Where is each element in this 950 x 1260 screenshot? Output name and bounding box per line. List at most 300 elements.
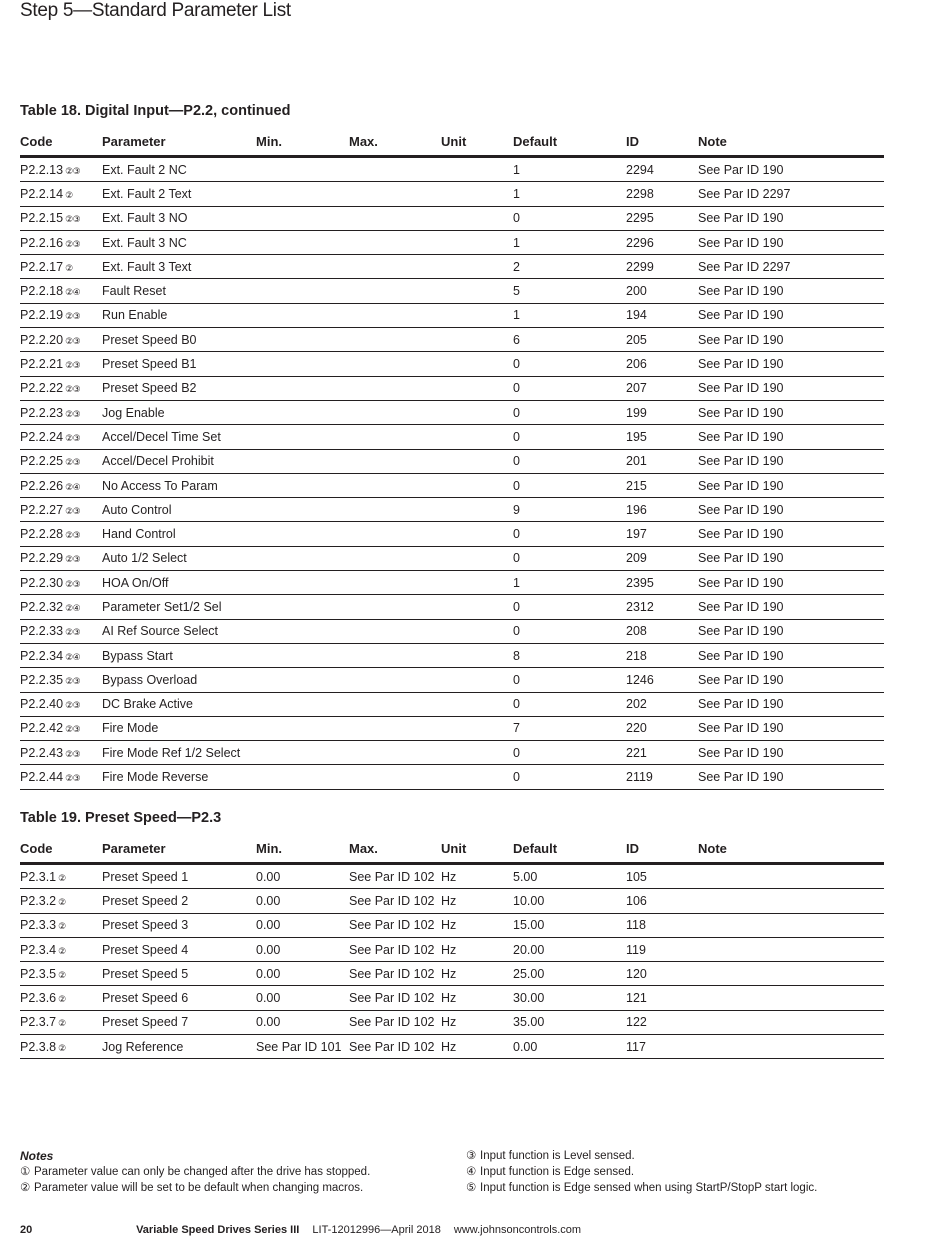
table-row: [20, 328, 884, 352]
note-cell: [698, 889, 884, 913]
max-cell: [349, 546, 441, 570]
note-mark: ①: [20, 1166, 31, 1178]
unit-cell: [441, 400, 513, 424]
default-cell: 0.00: [513, 1035, 626, 1059]
unit-cell: [441, 376, 513, 400]
table-row: [20, 352, 884, 376]
code-cell: [20, 303, 102, 327]
id-cell: 209: [626, 546, 698, 570]
code-text: P2.2.30: [20, 575, 64, 590]
code-text: P2.3.5: [20, 966, 57, 981]
max-cell: [349, 206, 441, 230]
unit-cell: [441, 182, 513, 206]
note-cell: See Par ID 190: [698, 643, 884, 667]
table-row: [20, 889, 884, 913]
min-cell: [256, 182, 349, 206]
note-cell: See Par ID 190: [698, 279, 884, 303]
unit-cell: [441, 303, 513, 327]
parameter-cell: HOA On/Off: [102, 571, 256, 595]
table-row: [20, 449, 884, 473]
default-cell: 25.00: [513, 962, 626, 986]
unit-cell: [441, 716, 513, 740]
note-cell: [698, 1010, 884, 1034]
id-cell: 122: [626, 1010, 698, 1034]
parameter-cell: Preset Speed 4: [102, 937, 256, 961]
parameter-cell: Fire Mode Ref 1/2 Select: [102, 741, 256, 765]
note-item: [466, 1180, 926, 1196]
column-header: Unit: [441, 121, 513, 157]
note-cell: See Par ID 190: [698, 595, 884, 619]
default-cell: 7: [513, 716, 626, 740]
parameter-cell: Bypass Overload: [102, 668, 256, 692]
column-header: Parameter: [102, 121, 256, 157]
code-cell: [20, 889, 102, 913]
max-cell: [349, 255, 441, 279]
min-cell: [256, 643, 349, 667]
column-header: Parameter: [102, 828, 256, 864]
id-cell: 199: [626, 400, 698, 424]
unit-cell: [441, 206, 513, 230]
min-cell: [256, 303, 349, 327]
page-footer: [20, 1224, 920, 1236]
code-text: P2.2.28: [20, 527, 64, 542]
max-cell: [349, 279, 441, 303]
page-number: 20: [20, 1224, 33, 1236]
note-cell: See Par ID 190: [698, 716, 884, 740]
min-cell: 0.00: [256, 937, 349, 961]
footnote-marks: ②: [58, 921, 66, 932]
code-text: P2.3.1: [20, 869, 57, 884]
max-cell: See Par ID 102: [349, 937, 441, 961]
note-text: Input function is Edge sensed when using StartP/StopP start logic.: [480, 1182, 818, 1194]
table-row: [20, 303, 884, 327]
id-cell: 119: [626, 937, 698, 961]
column-header: Unit: [441, 828, 513, 864]
min-cell: [256, 157, 349, 182]
min-cell: [256, 716, 349, 740]
id-cell: 220: [626, 716, 698, 740]
id-cell: 2294: [626, 157, 698, 182]
min-cell: [256, 328, 349, 352]
notes-right: [466, 1148, 926, 1196]
note-cell: See Par ID 190: [698, 400, 884, 424]
table-header-row: [20, 121, 884, 157]
table-row: [20, 864, 884, 889]
footnote-marks: ②③: [65, 773, 81, 784]
footnote-marks: ②③: [65, 675, 81, 686]
max-cell: [349, 328, 441, 352]
min-cell: [256, 400, 349, 424]
code-text: P2.2.18: [20, 284, 64, 299]
max-cell: See Par ID 102: [349, 889, 441, 913]
code-text: P2.2.15: [20, 211, 64, 226]
parameter-cell: Ext. Fault 3 NO: [102, 206, 256, 230]
footnote-marks: ②: [58, 1042, 66, 1053]
code-cell: [20, 279, 102, 303]
note-cell: [698, 986, 884, 1010]
column-header: Max.: [349, 828, 441, 864]
unit-cell: [441, 765, 513, 789]
parameter-cell: Preset Speed 3: [102, 913, 256, 937]
max-cell: [349, 498, 441, 522]
code-cell: [20, 643, 102, 667]
default-cell: 15.00: [513, 913, 626, 937]
note-text: Input function is Level sensed.: [480, 1150, 635, 1162]
code-cell: [20, 937, 102, 961]
note-item: [466, 1148, 926, 1164]
parameter-cell: Ext. Fault 3 Text: [102, 255, 256, 279]
note-cell: See Par ID 190: [698, 741, 884, 765]
unit-cell: Hz: [441, 986, 513, 1010]
code-text: P2.2.14: [20, 186, 64, 201]
parameter-cell: Preset Speed 7: [102, 1010, 256, 1034]
default-cell: 1: [513, 157, 626, 182]
table-row: [20, 473, 884, 497]
code-text: P2.2.33: [20, 624, 64, 639]
default-cell: 0: [513, 741, 626, 765]
code-cell: [20, 716, 102, 740]
note-cell: See Par ID 190: [698, 425, 884, 449]
min-cell: 0.00: [256, 864, 349, 889]
code-text: P2.2.40: [20, 697, 64, 712]
min-cell: [256, 255, 349, 279]
unit-cell: Hz: [441, 1010, 513, 1034]
footnote-marks: ②④: [65, 287, 81, 298]
id-cell: 200: [626, 279, 698, 303]
footnote-marks: ②③: [65, 408, 81, 419]
parameter-cell: Accel/Decel Prohibit: [102, 449, 256, 473]
code-cell: [20, 400, 102, 424]
id-cell: 207: [626, 376, 698, 400]
table-row: [20, 230, 884, 254]
code-text: P2.2.16: [20, 235, 64, 250]
default-cell: 5: [513, 279, 626, 303]
footnote-marks: ②③: [65, 360, 81, 371]
default-cell: 0: [513, 449, 626, 473]
note-cell: See Par ID 190: [698, 230, 884, 254]
id-cell: 196: [626, 498, 698, 522]
code-cell: [20, 595, 102, 619]
footnote-marks: ②③: [65, 724, 81, 735]
id-cell: 105: [626, 864, 698, 889]
code-text: P2.2.34: [20, 648, 64, 663]
parameter-cell: Preset Speed B0: [102, 328, 256, 352]
max-cell: [349, 595, 441, 619]
max-cell: [349, 765, 441, 789]
footnote-marks: ②③: [65, 214, 81, 225]
code-text: P2.2.26: [20, 478, 64, 493]
code-text: P2.2.24: [20, 429, 64, 444]
min-cell: 0.00: [256, 913, 349, 937]
table-row: [20, 962, 884, 986]
code-cell: [20, 157, 102, 182]
id-cell: 208: [626, 619, 698, 643]
unit-cell: [441, 157, 513, 182]
table-row: [20, 157, 884, 182]
parameter-cell: Jog Enable: [102, 400, 256, 424]
code-cell: [20, 571, 102, 595]
code-cell: [20, 522, 102, 546]
code-cell: [20, 425, 102, 449]
table-row: [20, 937, 884, 961]
default-cell: 0: [513, 668, 626, 692]
column-header: Min.: [256, 121, 349, 157]
footnote-marks: ②③: [65, 238, 81, 249]
unit-cell: [441, 546, 513, 570]
max-cell: [349, 522, 441, 546]
default-cell: 1: [513, 230, 626, 254]
id-cell: 2119: [626, 765, 698, 789]
id-cell: 2395: [626, 571, 698, 595]
table-row: [20, 279, 884, 303]
unit-cell: Hz: [441, 864, 513, 889]
unit-cell: [441, 449, 513, 473]
id-cell: 121: [626, 986, 698, 1010]
min-cell: [256, 230, 349, 254]
footnote-marks: ②④: [65, 651, 81, 662]
unit-cell: Hz: [441, 1035, 513, 1059]
footnote-marks: ②③: [65, 432, 81, 443]
max-cell: [349, 376, 441, 400]
parameter-table: [20, 121, 884, 790]
parameter-cell: Ext. Fault 2 NC: [102, 157, 256, 182]
parameter-cell: Ext. Fault 3 NC: [102, 230, 256, 254]
column-header: Max.: [349, 121, 441, 157]
note-cell: See Par ID 190: [698, 449, 884, 473]
code-text: P2.2.17: [20, 259, 64, 274]
code-cell: [20, 741, 102, 765]
max-cell: See Par ID 102: [349, 864, 441, 889]
max-cell: [349, 619, 441, 643]
max-cell: See Par ID 102: [349, 1010, 441, 1034]
default-cell: 6: [513, 328, 626, 352]
code-cell: [20, 206, 102, 230]
table-row: [20, 1035, 884, 1059]
code-text: P2.3.6: [20, 991, 57, 1006]
parameter-cell: Parameter Set1/2 Sel: [102, 595, 256, 619]
parameter-cell: Fault Reset: [102, 279, 256, 303]
max-cell: See Par ID 102: [349, 913, 441, 937]
id-cell: 106: [626, 889, 698, 913]
code-text: P2.2.20: [20, 332, 64, 347]
default-cell: 0: [513, 692, 626, 716]
footnote-marks: ②: [58, 969, 66, 980]
code-text: P2.2.27: [20, 502, 64, 517]
default-cell: 0: [513, 400, 626, 424]
code-cell: [20, 962, 102, 986]
code-cell: [20, 692, 102, 716]
default-cell: 1: [513, 571, 626, 595]
code-cell: [20, 864, 102, 889]
table-row: [20, 619, 884, 643]
max-cell: See Par ID 102: [349, 1035, 441, 1059]
footnote-marks: ②③: [65, 505, 81, 516]
table-row: [20, 255, 884, 279]
note-cell: See Par ID 2297: [698, 255, 884, 279]
footnote-marks: ②④: [65, 602, 81, 613]
code-text: P2.2.35: [20, 672, 64, 687]
id-cell: 195: [626, 425, 698, 449]
column-header: Note: [698, 828, 884, 864]
default-cell: 0: [513, 352, 626, 376]
id-cell: 117: [626, 1035, 698, 1059]
column-header: Default: [513, 828, 626, 864]
footnote-marks: ②④: [65, 481, 81, 492]
notes-left: [20, 1148, 460, 1196]
max-cell: [349, 473, 441, 497]
table-row: [20, 692, 884, 716]
unit-cell: [441, 522, 513, 546]
unit-cell: [441, 595, 513, 619]
footnote-marks: ②③: [65, 335, 81, 346]
footnote-marks: ②③: [65, 700, 81, 711]
code-text: P2.3.3: [20, 918, 57, 933]
default-cell: 0: [513, 473, 626, 497]
code-text: P2.3.2: [20, 893, 57, 908]
footnote-marks: ②③: [65, 165, 81, 176]
default-cell: 9: [513, 498, 626, 522]
min-cell: [256, 206, 349, 230]
min-cell: [256, 522, 349, 546]
unit-cell: [441, 571, 513, 595]
max-cell: [349, 352, 441, 376]
max-cell: [349, 668, 441, 692]
parameter-cell: Fire Mode Reverse: [102, 765, 256, 789]
footnote-marks: ②③: [65, 554, 81, 565]
note-cell: See Par ID 190: [698, 546, 884, 570]
id-cell: 206: [626, 352, 698, 376]
default-cell: 5.00: [513, 864, 626, 889]
default-cell: 0: [513, 376, 626, 400]
unit-cell: [441, 473, 513, 497]
note-text: Input function is Edge sensed.: [480, 1166, 635, 1178]
unit-cell: [441, 255, 513, 279]
default-cell: 0: [513, 595, 626, 619]
code-text: P2.3.7: [20, 1015, 57, 1030]
note-cell: [698, 937, 884, 961]
parameter-cell: AI Ref Source Select: [102, 619, 256, 643]
min-cell: [256, 668, 349, 692]
code-text: P2.2.19: [20, 308, 64, 323]
parameter-cell: No Access To Param: [102, 473, 256, 497]
table-row: [20, 595, 884, 619]
min-cell: 0.00: [256, 986, 349, 1010]
parameter-cell: Fire Mode: [102, 716, 256, 740]
note-item: [466, 1164, 926, 1180]
note-cell: See Par ID 190: [698, 303, 884, 327]
min-cell: [256, 595, 349, 619]
table-row: [20, 571, 884, 595]
id-cell: 2299: [626, 255, 698, 279]
table-row: [20, 716, 884, 740]
footnote-marks: ②③: [65, 311, 81, 322]
id-cell: 2295: [626, 206, 698, 230]
code-cell: [20, 473, 102, 497]
min-cell: [256, 376, 349, 400]
note-cell: See Par ID 190: [698, 692, 884, 716]
default-cell: 8: [513, 643, 626, 667]
min-cell: [256, 765, 349, 789]
id-cell: 118: [626, 913, 698, 937]
note-cell: See Par ID 190: [698, 668, 884, 692]
id-cell: 2296: [626, 230, 698, 254]
footnote-marks: ②: [65, 189, 73, 200]
note-cell: [698, 1035, 884, 1059]
parameter-cell: Preset Speed 1: [102, 864, 256, 889]
max-cell: [349, 449, 441, 473]
note-cell: See Par ID 190: [698, 498, 884, 522]
parameter-cell: Accel/Decel Time Set: [102, 425, 256, 449]
footnote-marks: ②: [58, 872, 66, 883]
column-header: ID: [626, 121, 698, 157]
parameter-cell: Ext. Fault 2 Text: [102, 182, 256, 206]
code-cell: [20, 182, 102, 206]
footnote-marks: ②: [65, 262, 73, 273]
parameter-cell: Bypass Start: [102, 643, 256, 667]
code-cell: [20, 1010, 102, 1034]
table-row: [20, 765, 884, 789]
note-mark: ②: [20, 1182, 31, 1194]
min-cell: 0.00: [256, 889, 349, 913]
default-cell: 1: [513, 182, 626, 206]
max-cell: [349, 741, 441, 765]
unit-cell: [441, 498, 513, 522]
min-cell: [256, 619, 349, 643]
table-row: [20, 546, 884, 570]
max-cell: [349, 643, 441, 667]
code-text: P2.2.22: [20, 381, 64, 396]
max-cell: [349, 182, 441, 206]
code-cell: [20, 352, 102, 376]
code-cell: [20, 913, 102, 937]
id-cell: 2298: [626, 182, 698, 206]
id-cell: 197: [626, 522, 698, 546]
footer-website[interactable]: www.johnsoncontrols.com: [453, 1224, 582, 1236]
footnote-marks: ②③: [65, 748, 81, 759]
column-header: Code: [20, 828, 102, 864]
note-cell: See Par ID 190: [698, 473, 884, 497]
note-cell: See Par ID 190: [698, 352, 884, 376]
parameter-cell: Run Enable: [102, 303, 256, 327]
note-mark: ⑤: [466, 1182, 477, 1194]
table-caption: Table 18. Digital Input—P2.2, continued: [20, 103, 291, 119]
note-mark: ④: [466, 1166, 477, 1178]
table-row: [20, 986, 884, 1010]
code-text: P2.2.23: [20, 405, 64, 420]
code-text: P2.2.13: [20, 162, 64, 177]
max-cell: [349, 692, 441, 716]
footnote-marks: ②③: [65, 530, 81, 541]
code-text: P2.2.42: [20, 721, 64, 736]
code-text: P2.2.44: [20, 770, 64, 785]
note-cell: See Par ID 190: [698, 206, 884, 230]
table-caption: Table 19. Preset Speed—P2.3: [20, 810, 222, 826]
max-cell: [349, 400, 441, 424]
id-cell: 218: [626, 643, 698, 667]
parameter-cell: Preset Speed B1: [102, 352, 256, 376]
min-cell: 0.00: [256, 962, 349, 986]
id-cell: 205: [626, 328, 698, 352]
table-row: [20, 206, 884, 230]
code-cell: [20, 765, 102, 789]
default-cell: 20.00: [513, 937, 626, 961]
code-text: P2.2.25: [20, 454, 64, 469]
parameter-cell: Preset Speed 5: [102, 962, 256, 986]
max-cell: [349, 157, 441, 182]
column-header: Note: [698, 121, 884, 157]
note-item: [20, 1180, 460, 1196]
note-cell: See Par ID 190: [698, 765, 884, 789]
